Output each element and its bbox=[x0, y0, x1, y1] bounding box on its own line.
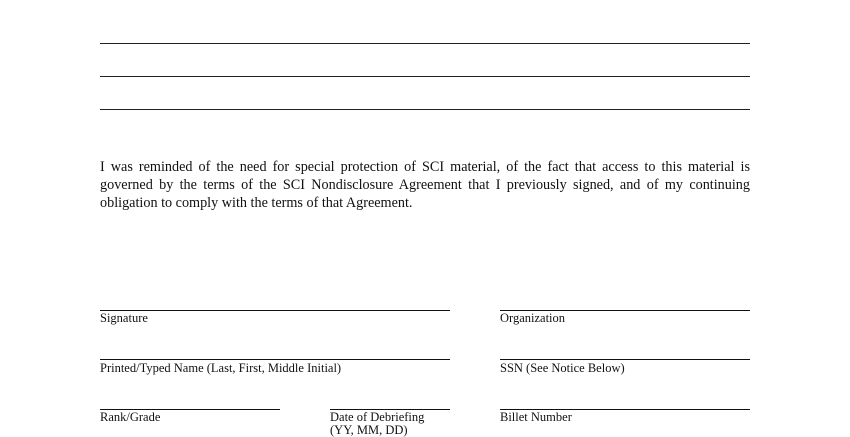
ssn-line[interactable] bbox=[500, 359, 750, 360]
debriefing-statement: I was reminded of the need for special protection of SCI material, of the fact that access to this material is governed by the terms of the SCI Nondisclosure Agreement that I previously signed, and of my continuing obligation to comply with the terms of that Agreement. bbox=[100, 159, 750, 211]
debriefing-date-format: (YY, MM, DD) bbox=[330, 423, 408, 437]
blank-line-1[interactable] bbox=[100, 43, 750, 44]
billet-number-label: Billet Number bbox=[500, 410, 572, 424]
printed-name-line[interactable] bbox=[100, 359, 450, 360]
blank-line-2[interactable] bbox=[100, 76, 750, 77]
organization-label: Organization bbox=[500, 311, 566, 325]
debriefing-date-label: Date of Debriefing bbox=[330, 410, 425, 424]
ssn-label: SSN (See Notice Below) bbox=[500, 361, 625, 375]
blank-line-3[interactable] bbox=[100, 109, 750, 110]
printed-name-label: Printed/Typed Name (Last, First, Middle Initial) bbox=[100, 361, 342, 375]
signature-label: Signature bbox=[100, 311, 148, 325]
rank-label: Rank/Grade bbox=[100, 410, 161, 424]
signature-line[interactable] bbox=[100, 310, 450, 311]
